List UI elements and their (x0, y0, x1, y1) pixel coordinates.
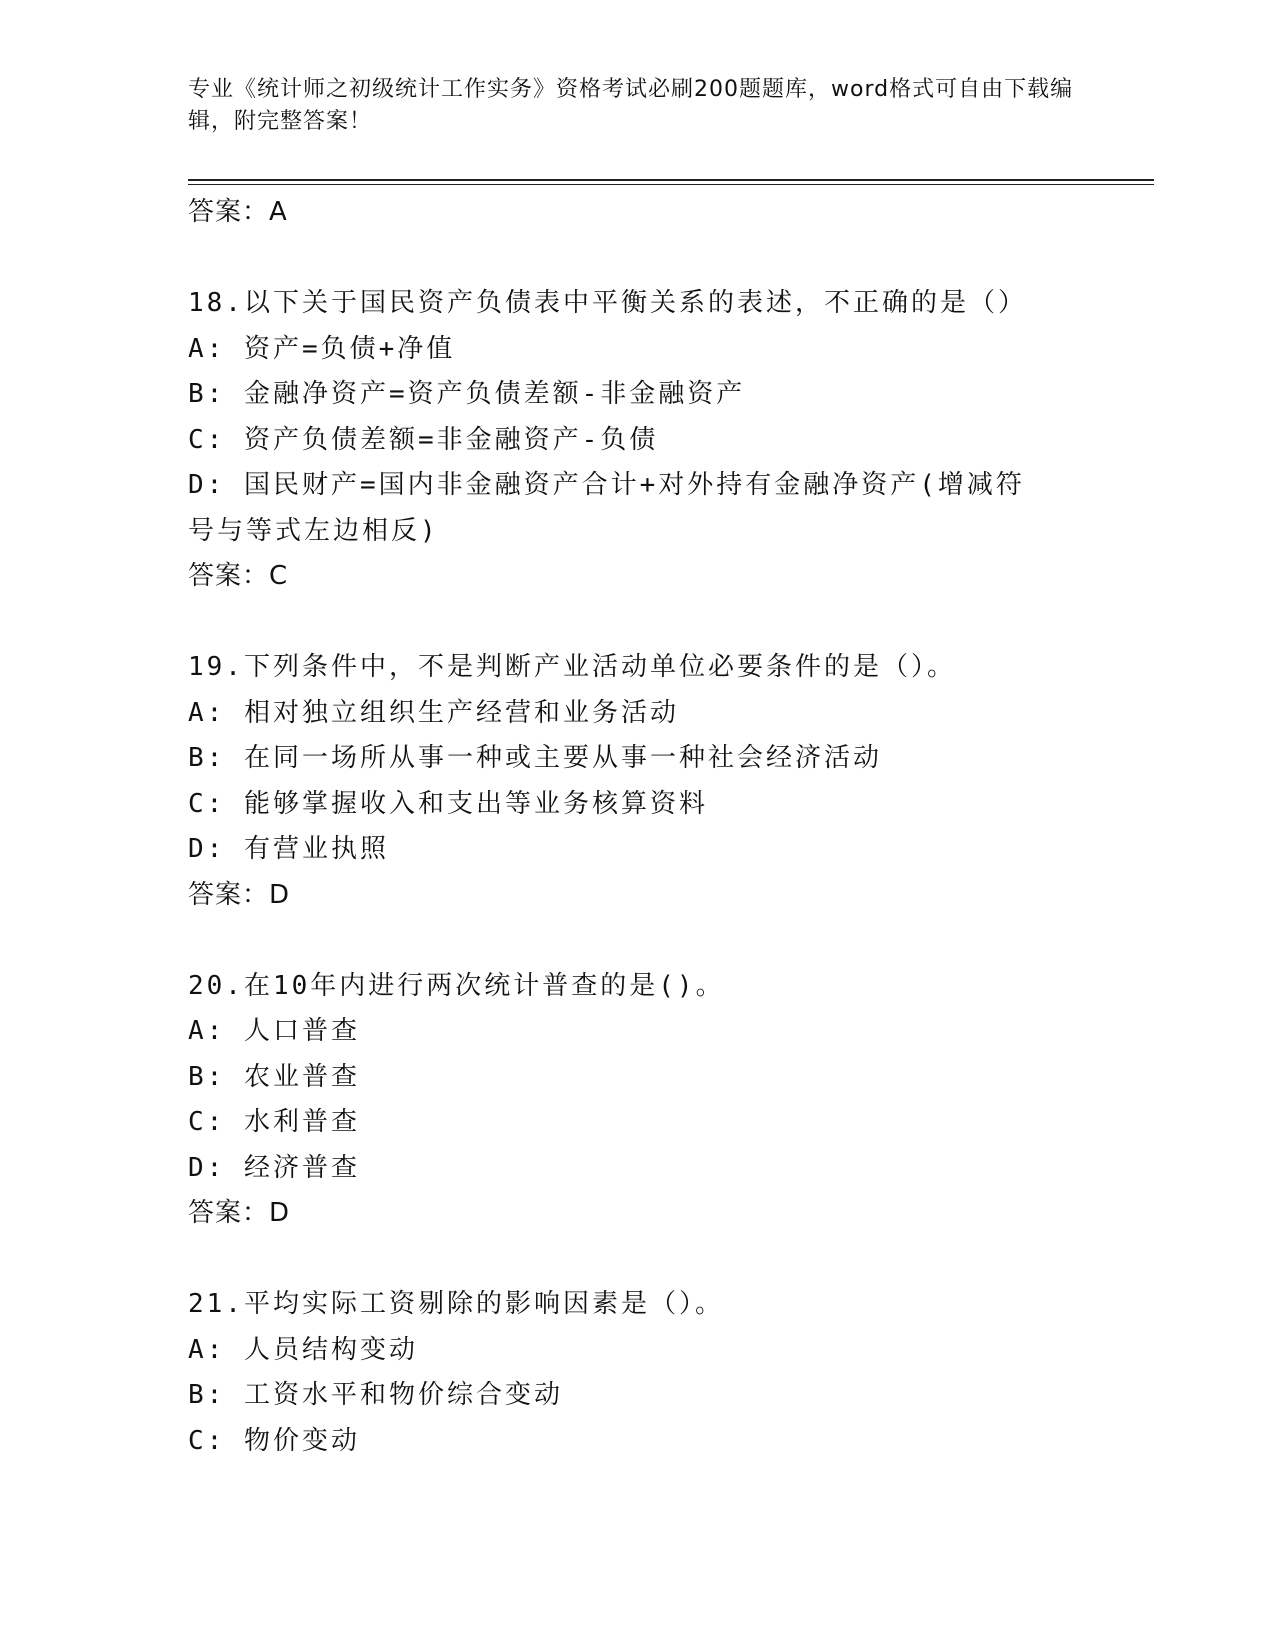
option-b: B: 工资水平和物价综合变动 (188, 1380, 563, 1410)
header-rule-thin (188, 184, 1154, 185)
option-b: B: 在同一场所从事一种或主要从事一种社会经济活动 (188, 743, 882, 773)
option-a: A: 人口普查 (188, 1016, 360, 1046)
option-d: D: 有营业执照 (188, 834, 389, 864)
document-header: 专业《统计师之初级统计工作实务》资格考试必刷200题题库，word格式可自由下载编辑，附完整答案！ (188, 77, 1074, 134)
question-19 (188, 645, 1088, 918)
question-stem: 19.下列条件中，不是判断产业活动单位必要条件的是（）。 (188, 652, 956, 682)
option-a: A: 人员结构变动 (188, 1334, 418, 1365)
option-c: C: 物价变动 (188, 1425, 360, 1456)
answer-line: 答案：D (188, 1198, 291, 1228)
question-20 (188, 964, 1088, 1237)
option-c: C: 能够掌握收入和支出等业务核算资料 (188, 788, 708, 819)
option-c: C: 资产负债差额=非金融资产-负债 (188, 424, 659, 455)
answer-line: 答案：A (188, 197, 288, 227)
answer-line: 答案：D (188, 879, 291, 910)
option-c: C: 水利普查 (188, 1107, 360, 1137)
option-a: A: 相对独立组织生产经营和业务活动 (188, 697, 679, 728)
answer-line: 答案：C (188, 561, 289, 591)
option-a: A: 资产=负债+净值 (188, 333, 456, 364)
option-b: B: 农业普查 (188, 1061, 360, 1092)
question-21 (188, 1282, 1088, 1464)
question-stem: 18.以下关于国民资产负债表中平衡关系的表述，不正确的是（） (188, 288, 1027, 318)
question-stem: 21.平均实际工资剔除的影响因素是（）。 (188, 1289, 724, 1319)
question-stem: 20.在10年内进行两次统计普查的是()。 (188, 970, 725, 1001)
option-d: D: 国民财产=国内非金融资产合计+对外持有金融净资产(增减符号与等式左边相反) (188, 470, 1025, 546)
option-b: B: 金融净资产=资产负债差额-非金融资产 (188, 379, 746, 409)
header-rule-thick (188, 179, 1154, 181)
question-18 (188, 281, 1088, 600)
option-d: D: 经济普查 (188, 1152, 360, 1183)
question-list (188, 190, 1088, 1464)
